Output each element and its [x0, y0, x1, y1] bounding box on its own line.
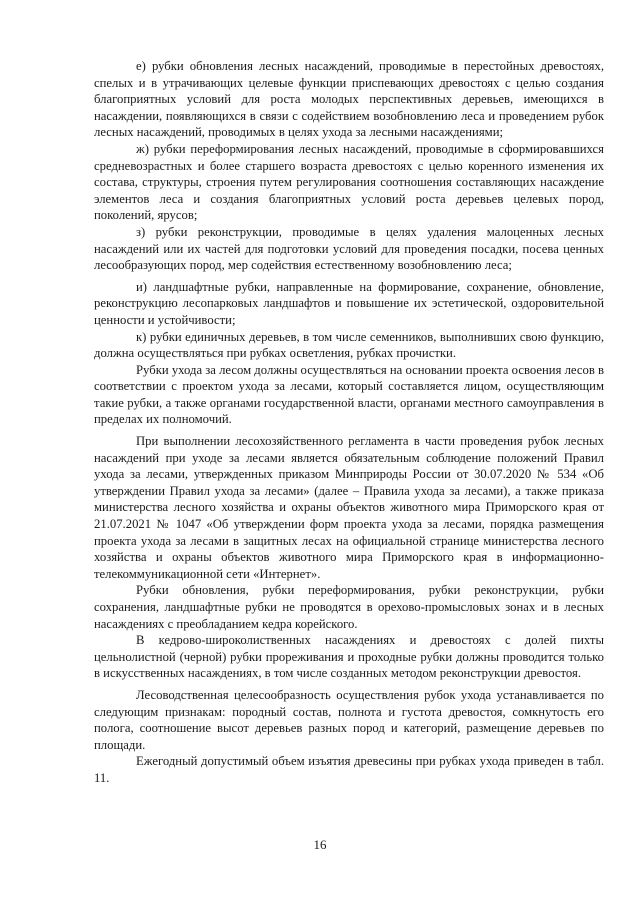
paragraph-e: е) рубки обновления лесных насаждений, проводимые в перестойных древостоях, спелых и в утрачивающих целевые функции приспевающих древостоях с целью создания благоприятных условий для роста молодых перспективных деревьев, имеющихся в насаждении, появляющихся в связи с содействием возобновлению леса и проведением рубок лесных насаждений, проводимых в целях ухода за лесными насаждениями;: [94, 59, 604, 140]
paragraph-z: з) рубки реконструкции, проводимые в целях удаления малоценных лесных насаждений или их частей для подготовки условий для проведения посадки, посева ценных лесообразующих пород, мер содействия естественному возобновлению леса;: [94, 224, 604, 273]
paragraph-k: к) рубки единичных деревьев, в том числе семенников, выполнивших свою функцию, должна осуществляться при рубках осветления, рубках прочистки.: [94, 329, 604, 361]
paragraph-feasibility: Лесоводственная целесообразность осуществления рубок ухода устанавливается по следующим признакам: породный состав, полнота и густота древостоя, сомкнутость его полога, соотношение высот деревьев разных пород и категорий, размещение деревьев по площади.: [94, 687, 604, 752]
paragraph-basis: Рубки ухода за лесом должны осуществляться на основании проекта освоения лесов в соответствии с проектом ухода за лесами, который составляется лицом, осуществляющим такие рубки, а также органами государственной власти, органами местного самоуправления в пределах их полномочий.: [94, 362, 604, 427]
body-text: [94, 58, 604, 787]
paragraph-regulations: При выполнении лесохозяйственного регламента в части проведения рубок лесных насаждений при уходе за лесами является обязательным соблюдение положений Правил ухода за лесами, утвержденных приказом Минприроды России от 30.07.2020 № 534 «Об утверждении Правил ухода за лесами» (далее – Правила ухода за лесами), а также приказа министерства лесного хозяйства и охраны объектов животного мира Приморского края от 21.07.2021 № 1047 «Об утверждении форм проекта ухода за лесами, порядка размещения проекта ухода за лесами в защитных лесах на официальной странице министерства лесного хозяйства и охраны объектов животного мира Приморского края в информационно-телекоммуникационной сети «Интернет».: [94, 434, 604, 581]
paragraph-volume: Ежегодный допустимый объем изъятия древесины при рубках ухода приведен в табл. 11.: [94, 754, 604, 785]
paragraph-cedar: В кедрово-широколиственных насаждениях и древостоях с долей пихты цельнолистной (черной) рубки прореживания и проходные рубки должны проводится только в искусственных насаждениях, в том числе созданных методом реконструкции древостоя.: [94, 633, 604, 681]
paragraph-restrictions: Рубки обновления, рубки переформирования, рубки реконструкции, рубки сохранения, ландшафтные рубки не проводятся в орехово-промысловых зонах и в лесных насаждениях с преобладанием кедра корейского.: [94, 583, 604, 631]
page-number: 16: [313, 837, 327, 852]
paragraph-i: и) ландшафтные рубки, направленные на формирование, сохранение, обновление, реконструкцию лесопарковых ландшафтов и повышение их эстетической, оздоровительной ценности и устойчивости;: [94, 279, 604, 327]
paragraph-zh: ж) рубки переформирования лесных насаждений, проводимые в сформировавшихся средневозрастных и более старшего возраста древостоях с целью коренного изменения их состава, структуры, строения путем регулирования соотношения составляющих насаждение элементов леса и создания благоприятных условий роста деревьев целевых пород, поколений, ярусов;: [94, 141, 604, 223]
